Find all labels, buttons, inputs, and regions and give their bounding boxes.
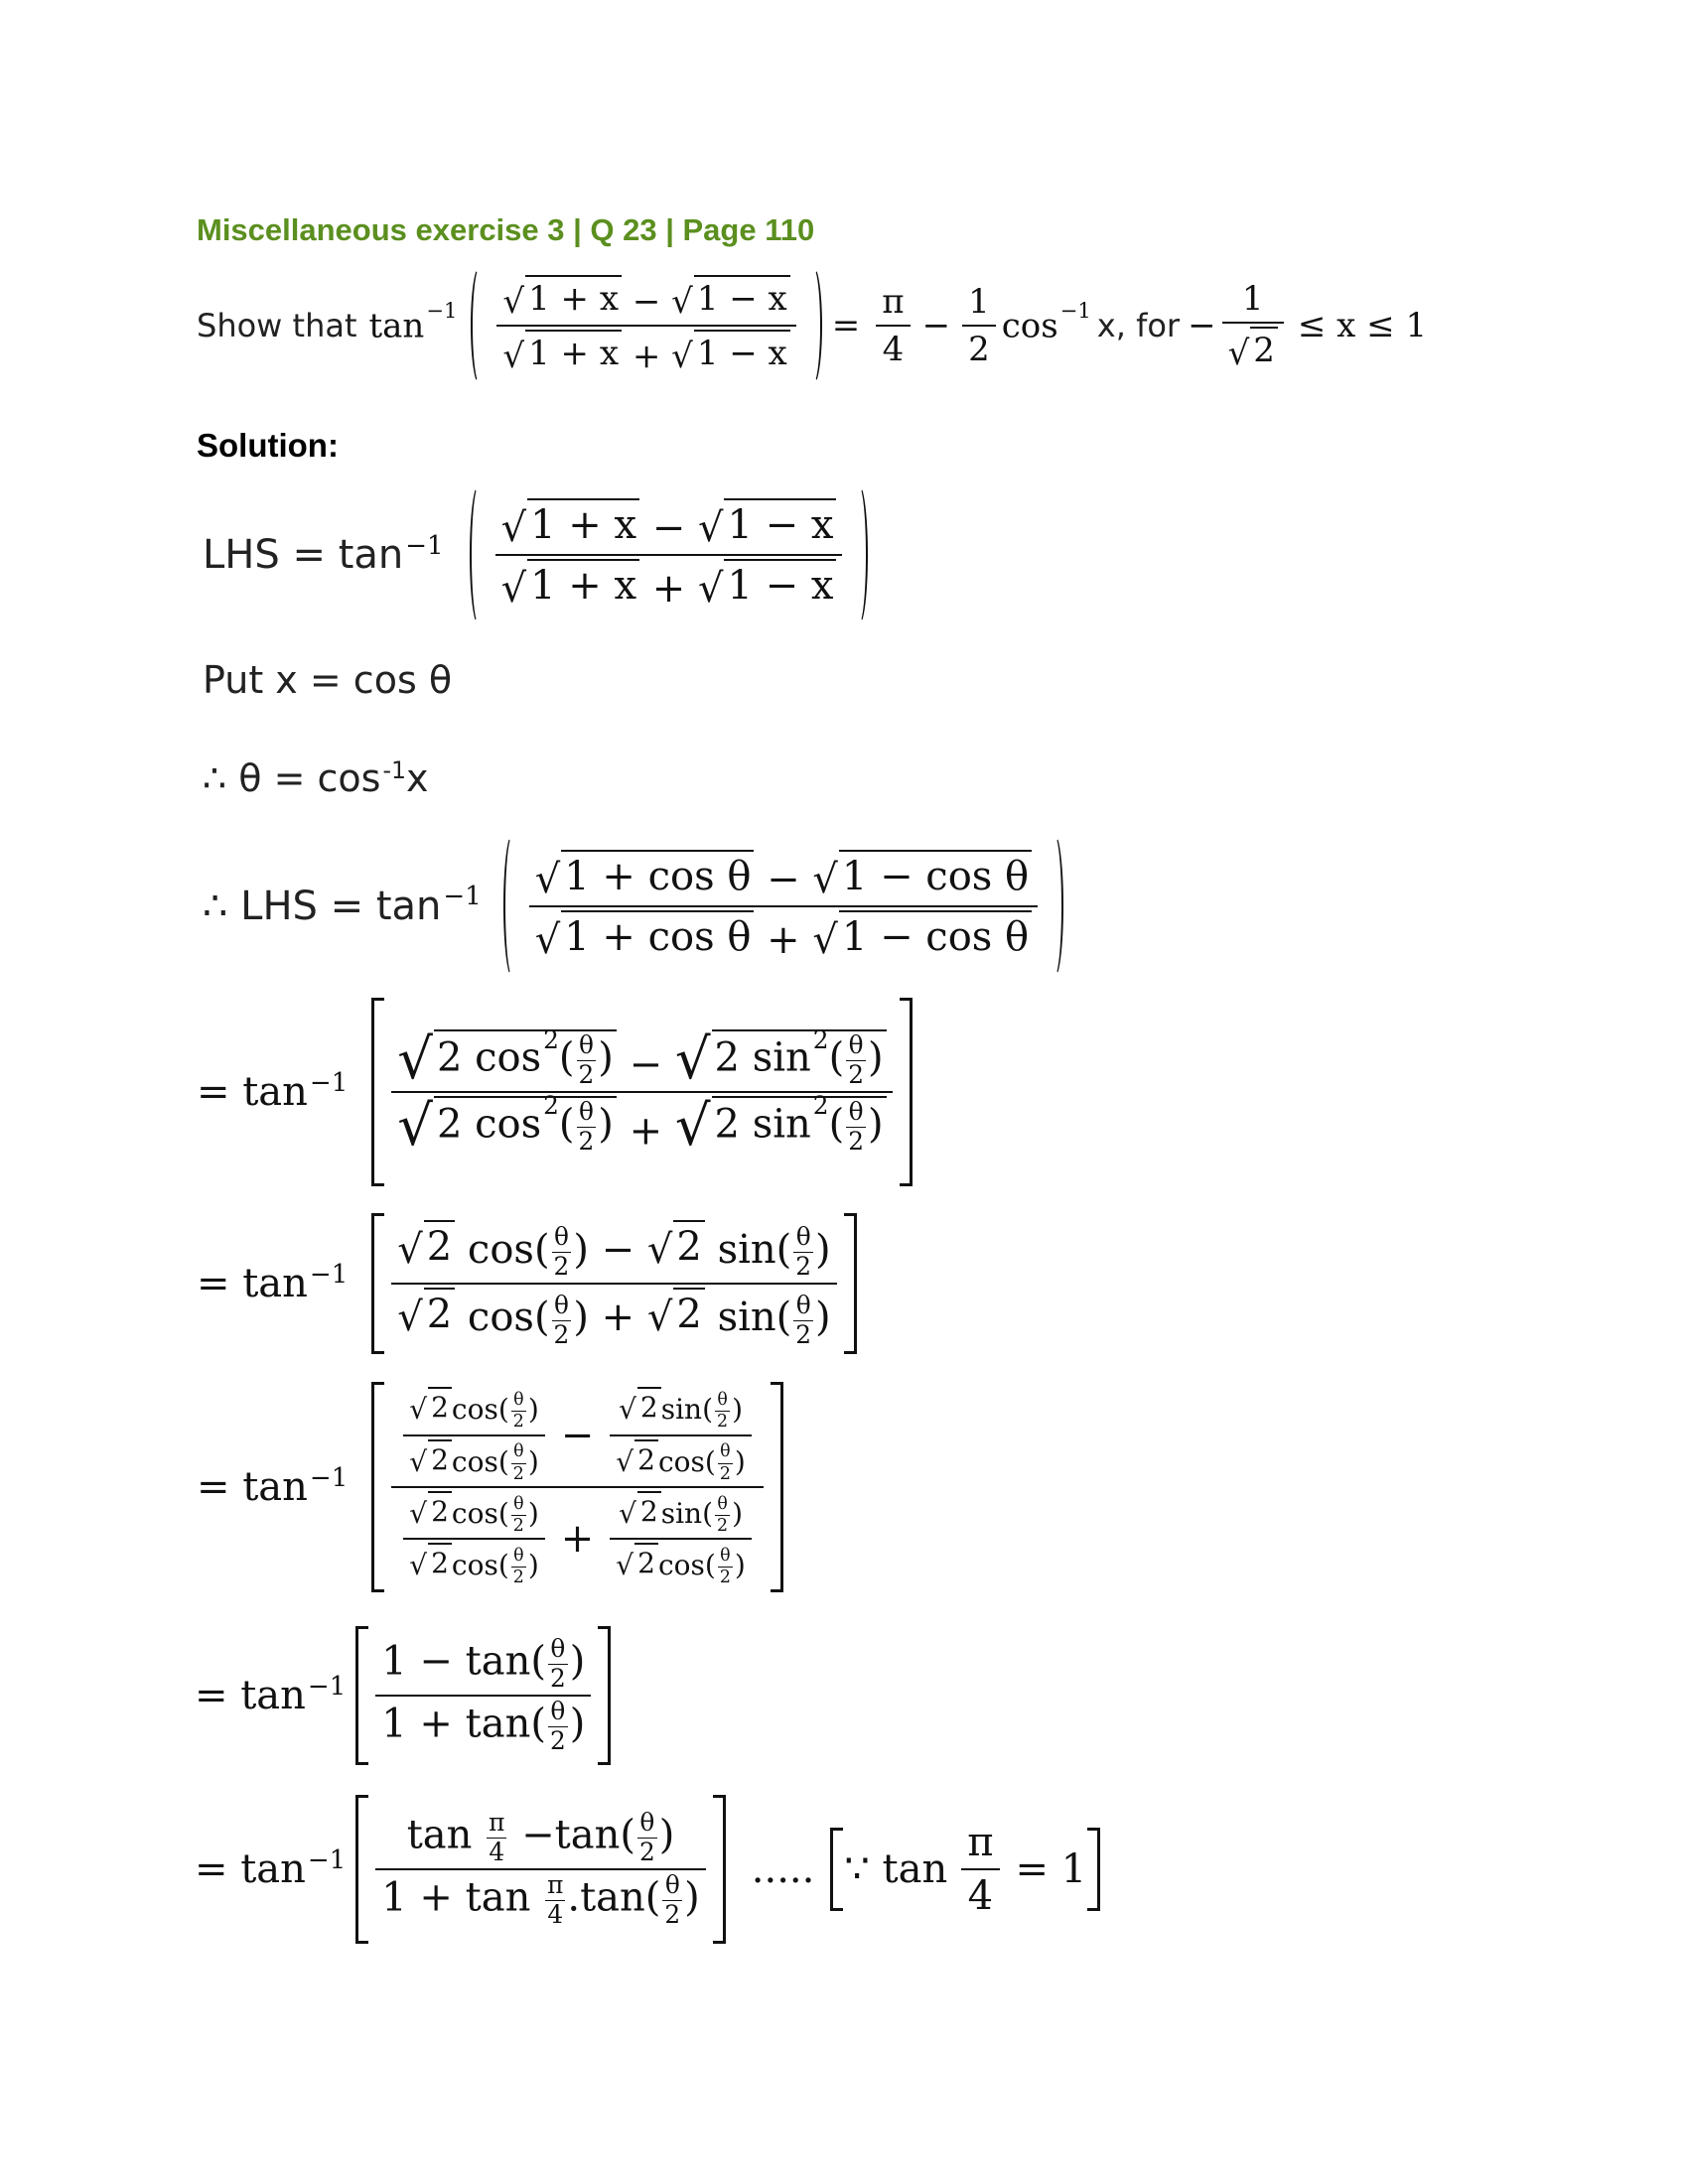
four: 4 xyxy=(882,330,905,369)
therefore-lhs-sup: −1 xyxy=(443,882,482,912)
d3-half-d: 2 xyxy=(512,1568,524,1588)
tp-pi-n: π xyxy=(489,1808,505,1838)
solution-label: Solution: xyxy=(197,427,339,464)
tan-text: tan xyxy=(368,306,425,346)
theta-num-3: θ xyxy=(578,1097,594,1127)
d3-sqrt2-d: 2 xyxy=(428,1543,452,1579)
tp-tan-d2: tan xyxy=(580,1874,645,1921)
tp-four-d: 4 xyxy=(547,1899,564,1929)
s-sin-b: sin xyxy=(717,1226,776,1273)
tan-half-line xyxy=(195,1626,611,1765)
tp-tan-d: tan xyxy=(465,1874,531,1921)
d1-sqrt2-n: 2 xyxy=(428,1387,452,1424)
lhs-paren xyxy=(470,484,869,625)
d3-theta-d: θ xyxy=(513,1546,524,1566)
divide-cos-line xyxy=(197,1382,783,1592)
sqrt-1-plus-x: 1 + x xyxy=(525,275,622,319)
one: 1 xyxy=(968,282,990,322)
eq-tan-4: = tan xyxy=(195,1673,306,1718)
theta-text: ∴ θ = cos xyxy=(203,756,381,800)
double-angle-fraction: √ 2 $\cos^2$( $\frac{\theta}{2}$ ) − √ 2 $\sin^2$( $\frac{\theta}{2}$ ) √ 2 $\cos^2$( $\frac{\theta}{2}$ ) + √ 2 $\sin^2$( $\frac{\theta}{2}$ ) xyxy=(391,1029,892,1154)
tan-pi-fraction: tan $\frac{\pi}{4}$ −tan( $\frac{\theta}{2}$ ) 1 + tan $\frac{\pi}{4}$ .tan( $\frac{\theta}{2}$ ) xyxy=(375,1811,706,1927)
tan-fn xyxy=(368,297,458,346)
two: 2 xyxy=(968,330,990,369)
lhs-fraction: √ 1 + x − √ 1 − x √ 1 + x + √ 1 − x xyxy=(495,498,843,612)
equals-sign: = xyxy=(831,306,861,345)
th-minus: − xyxy=(419,1638,453,1685)
d2-sqrt2-n: 2 xyxy=(637,1387,661,1424)
s-theta-c: θ xyxy=(553,1290,569,1319)
square-sup: 2 xyxy=(543,1024,559,1054)
divide-bracket xyxy=(371,1382,783,1592)
da-minus: − xyxy=(629,1042,663,1088)
inverse-sup-2: −1 xyxy=(1059,297,1091,323)
d-minus: − xyxy=(560,1412,595,1458)
theta-minus: − xyxy=(767,856,800,902)
eq-tan-sup-4: −1 xyxy=(307,1671,347,1702)
d2-sqrt2-d: 2 xyxy=(634,1439,658,1476)
question-fraction xyxy=(496,275,795,376)
tp-half-d: 2 xyxy=(664,1899,681,1929)
because-pi: π xyxy=(967,1820,994,1865)
lhs-definition xyxy=(203,484,868,625)
lhs-plus: + xyxy=(651,566,686,612)
d3-theta-n: θ xyxy=(513,1493,524,1514)
d2-half-n: 2 xyxy=(717,1412,729,1433)
d1-cos-n: cos xyxy=(451,1393,498,1427)
two-sin: 2 sin xyxy=(714,1034,811,1081)
theta-x: x xyxy=(405,756,429,800)
eq-tan-sup-5: −1 xyxy=(307,1844,347,1875)
question-statement xyxy=(197,266,1427,385)
th-theta-d: θ xyxy=(550,1697,566,1725)
question-denominator: √ 1 + x + √ 1 − x xyxy=(496,330,795,376)
d4-sqrt2-d: 2 xyxy=(634,1543,658,1579)
d3-cos-n: cos xyxy=(451,1497,498,1530)
d-plus: + xyxy=(560,1516,595,1563)
negative-sign: − xyxy=(1188,306,1216,345)
tp-one-d: 1 xyxy=(381,1874,407,1921)
d2-theta-n: θ xyxy=(717,1389,728,1410)
lhs-inverse-sup: −1 xyxy=(405,530,444,561)
tp-tan-n: tan xyxy=(406,1812,473,1858)
tan-pi-line xyxy=(195,1795,1100,1944)
theta-line xyxy=(203,756,428,800)
one-2: 1 xyxy=(1241,278,1264,319)
d4-half-n: 2 xyxy=(717,1516,729,1536)
exercise-heading[interactable]: Miscellaneous exercise 3 | Q 23 | Page 110 xyxy=(197,212,815,247)
theta-num: θ xyxy=(578,1030,594,1060)
tan-half-bracket xyxy=(355,1626,611,1765)
tp-plus: + xyxy=(419,1874,453,1921)
lhs-sqrt-d: 1 − x xyxy=(724,559,836,609)
s-theta-b: θ xyxy=(795,1222,811,1252)
tp-four-n: 4 xyxy=(489,1838,505,1867)
d1-half-d: 2 xyxy=(512,1463,524,1484)
th-half-d: 2 xyxy=(549,1725,566,1755)
th-plus: + xyxy=(419,1701,453,1747)
s-sqrt2-d: 2 xyxy=(673,1288,704,1337)
s-plus: + xyxy=(601,1295,635,1340)
div-frac-1: √ 2 cos( $\frac{\theta}{2}$ ) √ 2 cos( $\frac{\theta}{2}$ ) xyxy=(403,1387,545,1483)
theta-plus: + xyxy=(767,916,800,963)
theta-num-4: θ xyxy=(848,1097,864,1127)
two-cos-den: 2 cos xyxy=(436,1101,542,1148)
because-four: 4 xyxy=(967,1873,994,1919)
s-sin-d: sin xyxy=(717,1295,776,1340)
tp-half-n: 2 xyxy=(638,1838,655,1867)
d3-sqrt2-n: 2 xyxy=(428,1491,452,1528)
eq-tan-5: = tan xyxy=(195,1846,306,1892)
d4-theta-d: θ xyxy=(720,1546,731,1566)
one-half xyxy=(962,282,996,369)
s-minus: − xyxy=(601,1226,635,1273)
tan-half-fraction: 1 − tan( $\frac{\theta}{2}$ ) 1 + tan( $\frac{\theta}{2}$ ) xyxy=(375,1637,591,1753)
simplified-bracket xyxy=(371,1213,856,1354)
half-den-3: 2 xyxy=(578,1126,595,1156)
th-one-n: 1 xyxy=(381,1638,407,1685)
d4-sin-n: sin xyxy=(660,1497,703,1530)
d2-half-d: 2 xyxy=(719,1463,731,1484)
dots: ..... xyxy=(751,1846,815,1892)
question-numerator: √ 1 + x − √ 1 − x xyxy=(496,275,795,322)
eq-tan-2: = tan xyxy=(197,1261,308,1306)
tp-minus: − xyxy=(521,1812,555,1858)
sqrt-1-plus-cos: 1 + cos θ xyxy=(561,850,754,899)
lhs-prefix: LHS = tan xyxy=(203,532,404,578)
lhs-minus: − xyxy=(651,505,686,551)
s-sqrt2-b: 2 xyxy=(673,1220,704,1270)
two-sin-den: 2 sin xyxy=(714,1101,811,1148)
two-cos: 2 cos xyxy=(436,1034,542,1081)
div-frac-3: √ 2 cos( $\frac{\theta}{2}$ ) √ 2 cos( $\frac{\theta}{2}$ ) xyxy=(403,1491,545,1587)
because-tan: ∵ tan xyxy=(844,1846,948,1892)
double-angle-line xyxy=(197,998,913,1186)
inverse-sup: −1 xyxy=(426,297,458,323)
divide-outer-fraction xyxy=(391,1387,764,1586)
tp-pi-d: π xyxy=(547,1870,564,1899)
d1-cos-d: cos xyxy=(451,1444,498,1478)
d1-theta-d: θ xyxy=(513,1441,524,1462)
plus-sign: + xyxy=(632,337,661,376)
d3-cos-d: cos xyxy=(451,1549,498,1582)
s-half-b: 2 xyxy=(795,1252,812,1282)
th-half-n: 2 xyxy=(549,1664,566,1694)
tp-theta-n: θ xyxy=(639,1808,655,1838)
tp-theta-d: θ xyxy=(664,1870,680,1899)
d4-cos-d: cos xyxy=(657,1549,705,1582)
because-pi-4 xyxy=(961,1820,999,1919)
theta-sup: -1 xyxy=(382,755,406,784)
pi: π xyxy=(882,282,905,322)
lhs-sqrt-b: 1 − x xyxy=(724,498,836,548)
lhs-theta-line xyxy=(203,834,1063,978)
theta-fraction: √ 1 + cos θ − √ 1 − cos θ √ 1 + cos θ + √ 1 − cos θ xyxy=(529,850,1038,963)
s-sqrt2-c: 2 xyxy=(424,1288,455,1337)
sqrt-1-minus-cos-den: 1 − cos θ xyxy=(839,910,1032,960)
div-frac-2: √ 2 sin( $\frac{\theta}{2}$ ) √ 2 cos( $\frac{\theta}{2}$ ) xyxy=(610,1387,752,1483)
cos-text: cos xyxy=(1001,306,1058,346)
s-theta-a: θ xyxy=(553,1222,569,1252)
s-cos-a: cos xyxy=(467,1226,534,1273)
d1-half-n: 2 xyxy=(512,1412,524,1433)
th-theta-n: θ xyxy=(550,1634,566,1664)
sqrt-1-minus-cos: 1 − cos θ xyxy=(839,850,1032,899)
because-equals-one: = 1 xyxy=(1015,1846,1087,1892)
square-sup-2: 2 xyxy=(812,1024,829,1054)
simplified-sqrt-line xyxy=(197,1213,857,1354)
d2-theta-d: θ xyxy=(720,1441,731,1462)
minus-sign: − xyxy=(632,282,661,322)
substitution-line xyxy=(203,658,452,702)
th-one-d: 1 xyxy=(381,1701,407,1747)
square-sup-3: 2 xyxy=(543,1091,559,1121)
d2-cos-d: cos xyxy=(657,1444,705,1478)
s-cos-c: cos xyxy=(467,1295,534,1340)
div-frac-4: √ 2 sin( $\frac{\theta}{2}$ ) √ 2 cos( $\frac{\theta}{2}$ ) xyxy=(610,1491,752,1587)
one-over-sqrt2: 1 √ 2 xyxy=(1222,279,1284,373)
show-that-text: Show that xyxy=(197,307,357,344)
s-sqrt2-a: 2 xyxy=(424,1220,455,1270)
d3-half-n: 2 xyxy=(512,1516,524,1536)
double-angle-bracket xyxy=(371,998,912,1186)
th-tan-d: tan xyxy=(465,1701,531,1747)
cos-inverse xyxy=(1001,297,1091,346)
put-text: Put x = cos θ xyxy=(203,658,453,702)
lhs-sqrt-a: 1 + x xyxy=(527,498,639,548)
d2-sin-n: sin xyxy=(660,1393,703,1427)
th-tan-n: tan xyxy=(465,1638,531,1685)
half-den: 2 xyxy=(578,1060,595,1090)
half-den-4: 2 xyxy=(848,1126,864,1156)
d4-sqrt2-n: 2 xyxy=(637,1491,661,1528)
square-sup-4: 2 xyxy=(812,1091,829,1121)
tan-pi-bracket xyxy=(355,1795,726,1944)
theta-paren xyxy=(503,834,1063,978)
minus-sign-2: − xyxy=(921,306,951,345)
because-bracket xyxy=(830,1820,1100,1919)
eq-tan-sup-3: −1 xyxy=(309,1462,349,1493)
x-for-text: x, for xyxy=(1096,307,1181,344)
sqrt-1-minus-x-den: 1 − x xyxy=(694,330,790,373)
eq-tan-sup-2: −1 xyxy=(309,1259,349,1290)
sqrt-1-minus-x: 1 − x xyxy=(694,275,790,319)
s-half-a: 2 xyxy=(553,1252,570,1282)
lhs-sqrt-c: 1 + x xyxy=(527,559,639,609)
therefore-lhs: ∴ LHS = tan xyxy=(203,883,442,929)
d4-theta-n: θ xyxy=(717,1493,728,1514)
tp-tan-n2: tan xyxy=(554,1812,621,1858)
d1-sqrt2-d: 2 xyxy=(428,1439,452,1476)
half-den-2: 2 xyxy=(848,1060,864,1090)
eq-tan-3: = tan xyxy=(197,1464,308,1510)
eq-tan-1: = tan xyxy=(197,1069,308,1115)
sqrt-1-plus-x-den: 1 + x xyxy=(525,330,622,373)
eq-tan-sup-1: −1 xyxy=(309,1067,349,1098)
simplified-fraction: √ 2 cos( $\frac{\theta}{2}$ ) − √ 2 sin( $\frac{\theta}{2}$ ) √ 2 cos( $\frac{\theta}{2}$ ) + √ 2 sin( $\frac{\theta}{2}$ ) xyxy=(391,1220,836,1348)
d1-theta-n: θ xyxy=(513,1389,524,1410)
sqrt-2: 2 xyxy=(1250,327,1278,370)
question-paren xyxy=(471,266,821,385)
theta-num-2: θ xyxy=(848,1030,864,1060)
sqrt-1-plus-cos-den: 1 + cos θ xyxy=(561,910,754,960)
da-plus: + xyxy=(629,1108,663,1155)
s-theta-d: θ xyxy=(795,1290,811,1319)
d4-half-d: 2 xyxy=(719,1568,731,1588)
condition-range: ≤ x ≤ 1 xyxy=(1297,306,1428,345)
s-half-c: 2 xyxy=(553,1319,570,1349)
pi-over-4 xyxy=(876,282,910,369)
s-half-d: 2 xyxy=(795,1319,812,1349)
